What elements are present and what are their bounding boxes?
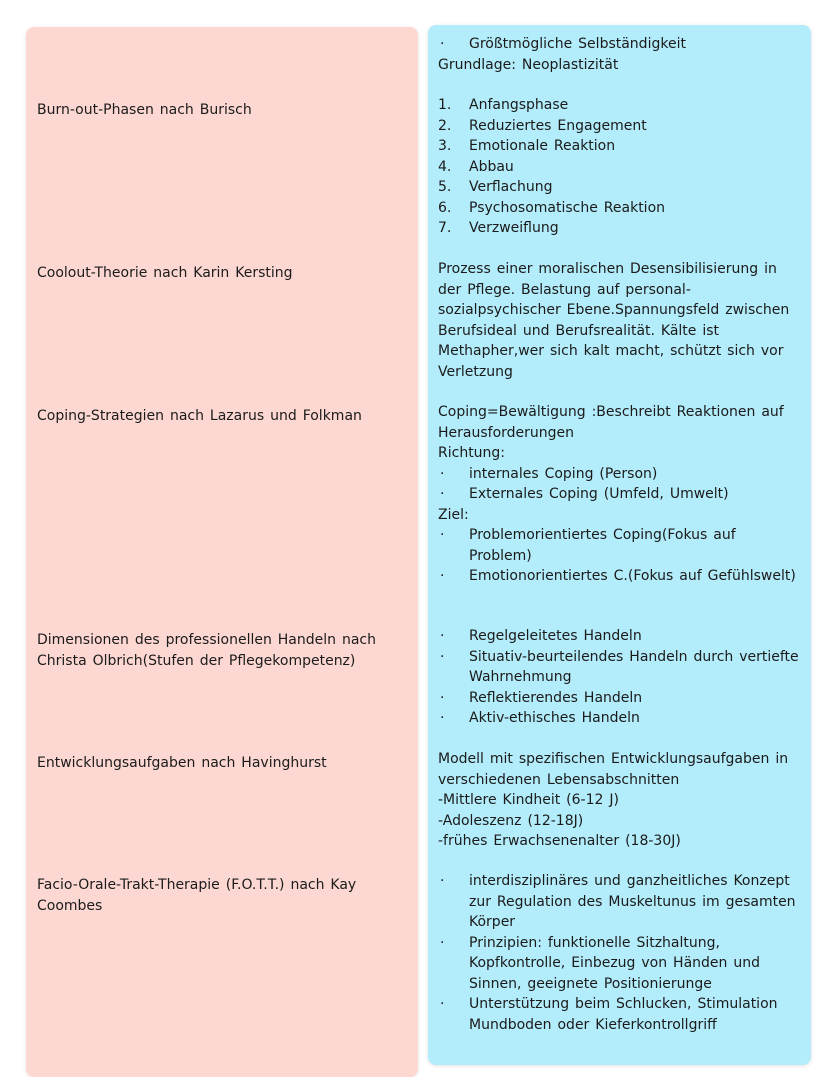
bullet-icon: · xyxy=(440,36,445,52)
desc-coping xyxy=(438,402,803,587)
bullet-icon: · xyxy=(440,996,445,1012)
desc-paragraph: Prozess einer moralischen Desensibilisierung in der Pflege. Belastung auf personal-sozialpsychischer Ebene.Spannungsfeld zwischen Berufsideal und Berufsrealität. Kälte ist Methapher,wer sich kalt macht, schützt sich vor Verletzung xyxy=(438,261,790,380)
list-item: · Aktiv-ethisches Handeln xyxy=(438,708,803,729)
list-item: 6. Psychosomatische Reaktion xyxy=(438,199,666,216)
bullet-icon: · xyxy=(440,568,445,584)
bullet-icon: · xyxy=(440,527,445,543)
list-item: 3. Emotionale Reaktion xyxy=(438,138,616,154)
term-development: Entwicklungsaufgaben nach Havinghurst xyxy=(37,755,327,771)
desc-paragraph: Modell mit spezifischen Entwicklungsaufgaben in verschiedenen Lebensabschnitten xyxy=(438,751,789,788)
term-coolout: Coolout-Theorie nach Karin Kersting xyxy=(37,265,293,281)
term-burnout: Burn-out-Phasen nach Burisch xyxy=(37,102,252,118)
list-item: · Größtmögliche Selbständigkeit xyxy=(438,34,803,55)
list-item: 1. Anfangsphase xyxy=(438,97,569,113)
desc-line: -frühes Erwachsenenalter (18-30J) xyxy=(438,833,681,849)
bullet-icon: · xyxy=(440,689,445,706)
bullet-icon: · xyxy=(440,465,445,482)
list-item: · internales Coping (Person) xyxy=(438,464,803,485)
desc-top xyxy=(438,34,803,75)
bullet-icon: · xyxy=(440,628,445,644)
list-item: · Prinzipien: funktionelle Sitzhaltung, Kopfkontrolle, Einbezug von Händen und Sinnen, geeignete Positionierunge xyxy=(440,934,760,992)
desc-line: -Mittlere Kindheit (6-12 J) xyxy=(438,792,619,808)
list-item: · Regelgeleitetes Handeln xyxy=(438,626,803,647)
desc-paragraph: Coping=Bewältigung :Beschreibt Reaktionen auf Herausforderungen xyxy=(438,404,784,441)
desc-line: Grundlage: Neoplastizität xyxy=(438,56,619,73)
term-fott: Facio-Orale-Trakt-Therapie (F.O.T.T.) nach Kay Coombes xyxy=(37,877,357,914)
list-item: · Reflektierendes Handeln xyxy=(438,688,803,709)
desc-burnout xyxy=(438,95,803,239)
desc-label: Richtung: xyxy=(438,445,506,461)
list-item: 2. Reduziertes Engagement xyxy=(438,117,647,134)
bullet-icon: · xyxy=(440,486,445,502)
list-item: · Problemorientiertes Coping(Fokus auf Problem) xyxy=(440,527,736,564)
terms-panel xyxy=(26,27,418,1077)
desc-dimensions xyxy=(438,626,803,729)
term-coping: Coping-Strategien nach Lazarus und Folkman xyxy=(37,408,362,424)
desc-label: Ziel: xyxy=(438,506,469,523)
desc-fott xyxy=(438,871,803,1035)
term-dimensions: Dimensionen des professionellen Handeln nach Christa Olbrich(Stufen der Pflegekompetenz) xyxy=(37,632,376,669)
list-item: · Externales Coping (Umfeld, Umwelt) xyxy=(438,484,803,505)
desc-line: -Adoleszenz (12-18J) xyxy=(438,812,584,829)
desc-coolout xyxy=(438,259,803,382)
list-item: 4. Abbau xyxy=(438,158,514,175)
bullet-icon: · xyxy=(440,710,445,726)
desc-development xyxy=(438,749,803,852)
list-item: · Unterstützung beim Schlucken, Stimulation Mundboden oder Kieferkontrollgriff xyxy=(440,996,778,1033)
bullet-icon: · xyxy=(440,873,445,889)
bullet-icon: · xyxy=(440,648,445,665)
bullet-icon: · xyxy=(440,934,445,951)
list-item: · interdisziplinäres und ganzheitliches Konzept zur Regulation des Muskeltunus im gesamten Körper xyxy=(440,873,796,930)
list-item: 7. Verzweiflung xyxy=(438,220,559,236)
list-item: · Emotionorientiertes C.(Fokus auf Gefühlswelt) xyxy=(438,566,803,587)
list-item: · Situativ-beurteilendes Handeln durch vertiefte Wahrnehmung xyxy=(440,648,799,685)
list-item: 5. Verflachung xyxy=(438,179,553,195)
